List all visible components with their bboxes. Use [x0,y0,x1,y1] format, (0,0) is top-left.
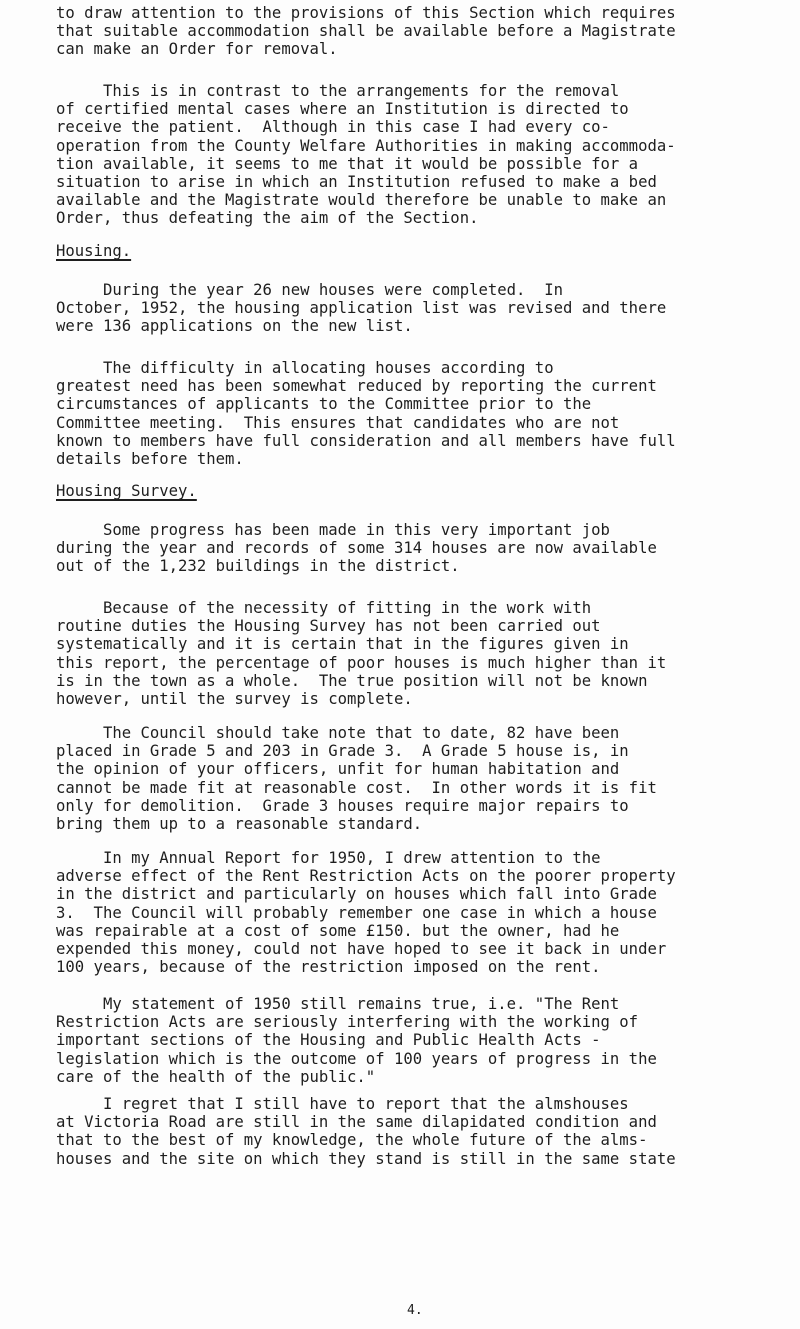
paragraph-survey-progress [56,521,796,576]
heading-housing-survey: Housing Survey. [56,482,197,500]
text-line: is in the town as a whole. The true position will not be known [56,671,648,690]
paragraph-survey-grades [56,724,796,833]
text-line: available and the Magistrate would therefore be unable to make an [56,191,667,210]
text-line: Because of the necessity of fitting in the work with [56,599,592,617]
paragraph-housing-new-houses [56,281,796,336]
text-line: that suitable accommodation shall be available before a Magistrate [56,22,676,41]
text-line: Restriction Acts are seriously interfering with the working of [56,1013,639,1032]
text-line: 3. The Council will probably remember one case in which a house [56,903,657,922]
text-line: that to the best of my knowledge, the whole future of the alms- [56,1131,648,1150]
text-line: Order, thus defeating the aim of the Section. [56,209,479,228]
paragraph-intro [56,4,796,59]
text-line: this report, the percentage of poor houses is much higher than it [56,653,667,672]
text-line: In my Annual Report for 1950, I drew attention to the [56,849,601,867]
text-line: bring them up to a reasonable standard. [56,815,423,834]
text-line: care of the health of the public." [56,1067,376,1086]
text-line: situation to arise in which an Institution refused to make a bed [56,173,657,192]
text-line: important sections of the Housing and Public Health Acts - [56,1031,601,1050]
text-line: During the year 26 new houses were completed. In [56,281,563,299]
text-line: The difficulty in allocating houses according to [56,359,554,377]
paragraph-survey-method [56,599,796,708]
text-line: however, until the survey is complete. [56,690,413,709]
text-line: in the district and particularly on houses which fall into Grade [56,885,657,904]
text-line: operation from the County Welfare Authorities in making accommoda- [56,136,676,155]
text-line: Committee meeting. This ensures that candidates who are not [56,413,620,432]
paragraph-housing-allocation [56,359,796,468]
text-line: The Council should take note that to date, 82 have been [56,724,620,742]
text-line: tion available, it seems to me that it would be possible for a [56,154,639,173]
text-line: Some progress has been made in this very important job [56,521,610,539]
text-line: greatest need has been somewhat reduced by reporting the current [56,377,657,396]
text-line: details before them. [56,450,244,469]
text-line: placed in Grade 5 and 203 in Grade 3. A Grade 5 house is, in [56,742,629,761]
paragraph-mental-cases [56,82,796,228]
text-line: known to members have full consideration and all members have full [56,431,676,450]
text-line: I regret that I still have to report that the almshouses [56,1095,629,1113]
text-line: routine duties the Housing Survey has not been carried out [56,617,601,636]
text-line: cannot be made fit at reasonable cost. In other words it is fit [56,778,657,797]
text-line: circumstances of applicants to the Committee prior to the [56,395,592,414]
paragraph-statement-1950 [56,995,796,1086]
text-line: during the year and records of some 314 houses are now available [56,539,657,558]
text-line: was repairable at a cost of some £150. but the owner, had he [56,921,620,940]
text-line: adverse effect of the Rent Restriction Acts on the poorer property [56,867,676,886]
text-line: to draw attention to the provisions of this Section which requires [56,4,676,22]
text-line: were 136 applications on the new list. [56,317,413,336]
text-line: October, 1952, the housing application list was revised and there [56,299,667,318]
paragraph-almshouses [56,1095,796,1168]
text-line: systematically and it is certain that in the figures given in [56,635,629,654]
text-line: out of the 1,232 buildings in the district. [56,557,460,576]
text-line: expended this money, could not have hoped to see it back in under [56,940,667,959]
text-line: houses and the site on which they stand is still in the same state [56,1149,676,1168]
page-number: 4. [407,1303,423,1318]
text-line: at Victoria Road are still in the same dilapidated condition and [56,1113,657,1132]
text-line: the opinion of your officers, unfit for human habitation and [56,760,620,779]
text-line: receive the patient. Although in this case I had every co- [56,118,610,137]
text-line: legislation which is the outcome of 100 years of progress in the [56,1049,657,1068]
text-line: of certified mental cases where an Institution is directed to [56,100,629,119]
text-line: This is in contrast to the arrangements for the removal [56,82,620,100]
heading-housing: Housing. [56,242,132,260]
text-line: only for demolition. Grade 3 houses require major repairs to [56,796,629,815]
paragraph-rent-restriction [56,849,796,976]
text-line: can make an Order for removal. [56,40,338,59]
text-line: My statement of 1950 still remains true, i.e. "The Rent [56,995,620,1013]
text-line: 100 years, because of the restriction imposed on the rent. [56,958,601,977]
